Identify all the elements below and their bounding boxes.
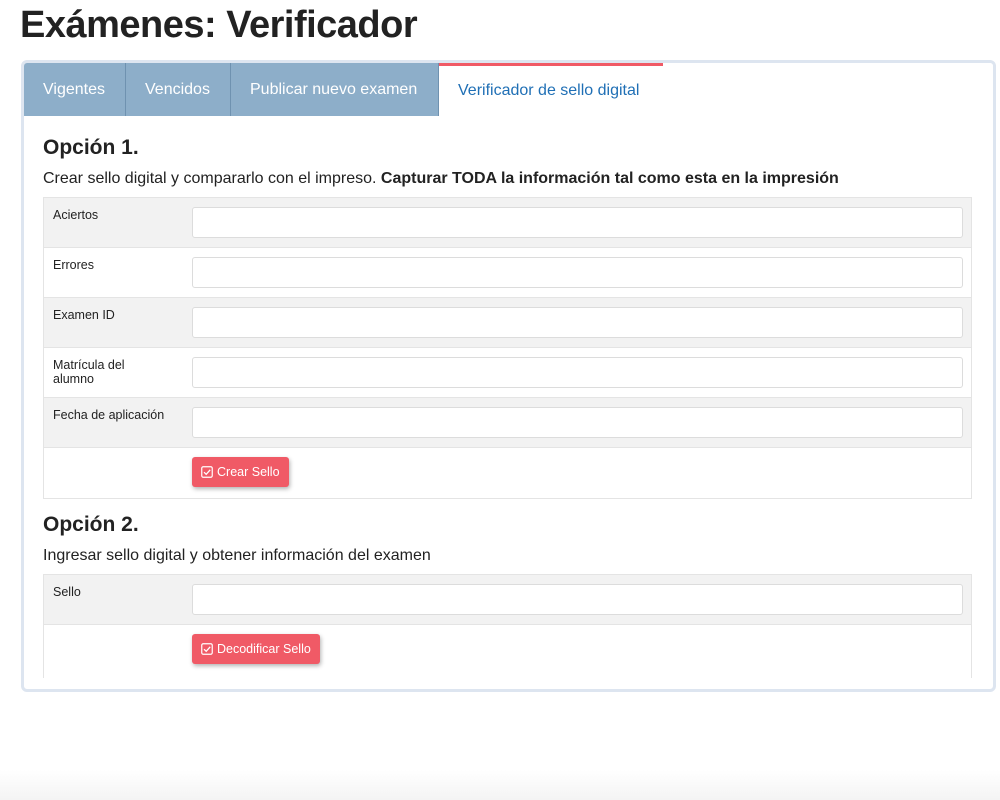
decodificar-sello-button[interactable] bbox=[192, 634, 320, 664]
checkbox-icon bbox=[201, 466, 213, 478]
errores-input[interactable] bbox=[192, 257, 963, 288]
examen-id-label: Examen ID bbox=[53, 308, 115, 322]
form-row-fecha-aplicacion bbox=[44, 398, 971, 448]
option2-description: Ingresar sello digital y obtener información del examen bbox=[43, 547, 431, 564]
tab-bar-filler bbox=[663, 63, 993, 116]
verifier-card bbox=[21, 60, 996, 692]
option2-heading: Opción 2. bbox=[43, 513, 139, 536]
form-row-sello bbox=[44, 575, 971, 625]
form-row-matricula bbox=[44, 348, 971, 398]
bottom-shadow bbox=[0, 770, 1000, 800]
form-row-aciertos bbox=[44, 198, 971, 248]
aciertos-label: Aciertos bbox=[53, 208, 99, 222]
sello-label: Sello bbox=[53, 585, 81, 599]
crear-sello-button[interactable] bbox=[192, 457, 289, 487]
option1-description-emphasis: Capturar TODA la información tal como esta en la impresión bbox=[380, 170, 839, 187]
form-row-crear-sello bbox=[44, 448, 971, 498]
aciertos-input[interactable] bbox=[192, 207, 963, 238]
page-title: Exámenes: Verificador bbox=[20, 4, 418, 46]
option1-form bbox=[43, 197, 972, 499]
sello-input[interactable] bbox=[192, 584, 963, 615]
tab-bar bbox=[24, 63, 993, 116]
checkbox-icon bbox=[201, 643, 213, 655]
matricula-input[interactable] bbox=[192, 357, 963, 388]
option1-description-text: Crear sello digital y compararlo con el impreso. bbox=[43, 170, 377, 187]
errores-label: Errores bbox=[53, 258, 94, 272]
examen-id-input[interactable] bbox=[192, 307, 963, 338]
form-row-errores bbox=[44, 248, 971, 298]
crear-sello-label: Crear Sello bbox=[217, 465, 280, 479]
decodificar-sello-label: Decodificar Sello bbox=[217, 642, 311, 656]
option2-form bbox=[43, 574, 972, 678]
form-row-examen-id bbox=[44, 298, 971, 348]
tab-vigentes[interactable]: Vigentes bbox=[24, 63, 126, 116]
option1-description bbox=[43, 170, 839, 188]
form-row-decodificar-sello bbox=[44, 625, 971, 675]
tab-publicar-nuevo-examen[interactable]: Publicar nuevo examen bbox=[231, 63, 439, 116]
matricula-label: Matrícula del alumno bbox=[53, 358, 125, 386]
fecha-aplicacion-label: Fecha de aplicación bbox=[53, 408, 165, 422]
option1-heading: Opción 1. bbox=[43, 136, 139, 159]
fecha-aplicacion-input[interactable] bbox=[192, 407, 963, 438]
tab-verificador-sello-digital[interactable]: Verificador de sello digital bbox=[439, 63, 663, 116]
tab-vencidos[interactable]: Vencidos bbox=[126, 63, 231, 116]
